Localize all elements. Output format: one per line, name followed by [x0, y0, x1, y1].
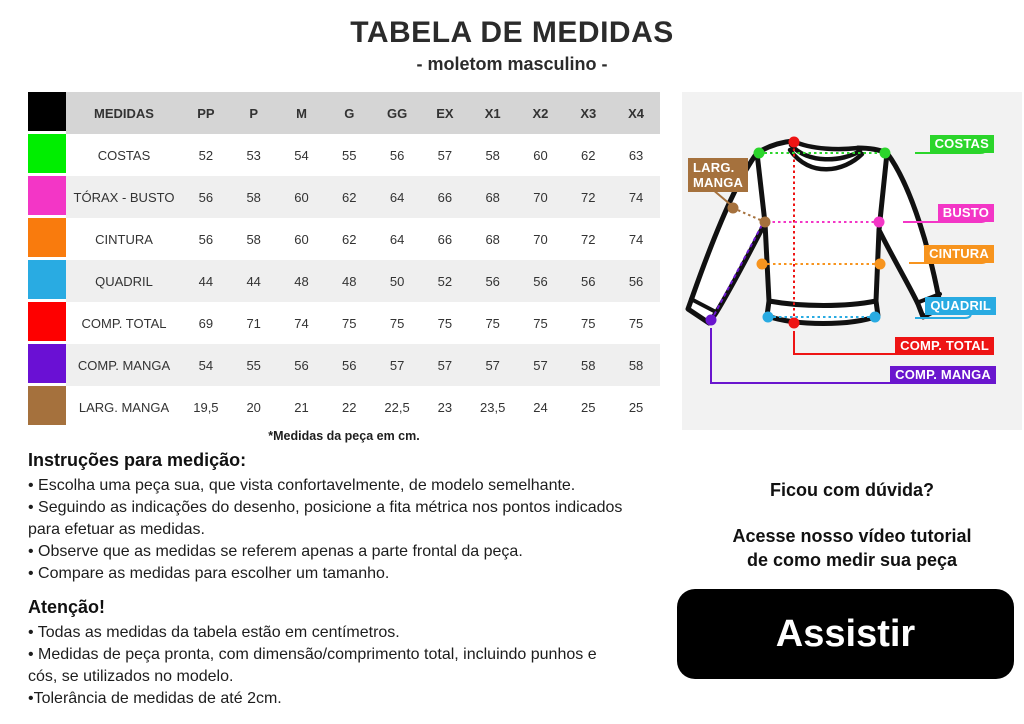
size-value: 68 [469, 176, 517, 218]
table-row-comp-total [28, 302, 660, 344]
instructions-heading: Instruções para medição: [28, 450, 247, 470]
size-value: 75 [581, 315, 596, 331]
label-larg-manga [688, 158, 748, 192]
size-value: 21 [294, 399, 309, 415]
size-value: 22 [342, 399, 357, 415]
size-value: 56 [564, 260, 612, 302]
table-row-comp-manga [28, 344, 660, 386]
size-value: 23 [437, 399, 453, 415]
size-value: 58 [485, 147, 500, 163]
size-value: 75 [533, 315, 548, 331]
color-swatch [28, 176, 66, 218]
size-col-header: X1 [469, 92, 517, 134]
size-value: 62 [325, 176, 373, 218]
help-cta-text [662, 524, 1024, 572]
size-value: 56 [389, 147, 405, 163]
row-label: COSTAS [97, 147, 151, 163]
row-label: QUADRIL [66, 260, 182, 302]
table-row-costas [28, 134, 660, 176]
size-value: 58 [230, 176, 278, 218]
attention-item: •Tolerância de medidas de até 2cm. [28, 690, 282, 707]
size-col-header: X4 [612, 92, 660, 134]
size-value: 56 [517, 260, 565, 302]
size-value: 57 [373, 344, 421, 386]
size-value: 69 [198, 315, 214, 331]
label-comp-manga: COMP. MANGA [890, 366, 996, 384]
size-value: 54 [294, 147, 309, 163]
size-value: 53 [246, 147, 261, 163]
size-value: 57 [421, 344, 469, 386]
label-cintura: CINTURA [924, 245, 994, 263]
size-value: 74 [294, 315, 309, 331]
size-value: 60 [278, 176, 326, 218]
attention-section [28, 597, 628, 710]
size-value: 74 [628, 231, 644, 247]
size-value: 58 [612, 344, 660, 386]
size-value: 62 [342, 231, 357, 247]
page-subtitle: - moletom masculino - [416, 54, 608, 74]
color-swatch-header [28, 92, 66, 134]
size-value: 20 [246, 399, 261, 415]
size-value: 64 [373, 176, 421, 218]
size-value: 58 [564, 344, 612, 386]
size-value: 74 [612, 176, 660, 218]
color-swatch [28, 218, 66, 260]
size-value: 19,5 [193, 399, 219, 415]
size-value: 70 [517, 176, 565, 218]
size-value: 24 [533, 399, 548, 415]
size-value: 57 [469, 344, 517, 386]
size-value: 58 [246, 231, 261, 247]
size-value: 48 [325, 260, 373, 302]
table-header-medidas: MEDIDAS [66, 92, 182, 134]
size-value: 23,5 [480, 399, 506, 415]
row-label: COMP. TOTAL [81, 315, 167, 331]
size-value: 57 [517, 344, 565, 386]
row-label: LARG. MANGA [78, 399, 170, 415]
size-value: 60 [533, 147, 548, 163]
size-value: 25 [628, 399, 644, 415]
size-value: 60 [294, 231, 309, 247]
size-value: 56 [198, 231, 214, 247]
help-question: Ficou com dúvida? [769, 480, 934, 500]
size-value: 52 [198, 147, 214, 163]
size-col-header: GG [373, 92, 421, 134]
watch-video-button[interactable]: Assistir [677, 589, 1014, 679]
size-value: 64 [389, 231, 405, 247]
instruction-item: • Escolha uma peça sua, que vista confortavelmente, de modelo semelhante. [28, 477, 576, 494]
size-value: 52 [421, 260, 469, 302]
size-value: 72 [564, 176, 612, 218]
size-col-header: P [230, 92, 278, 134]
size-value: 75 [485, 315, 500, 331]
size-value: 57 [437, 147, 453, 163]
label-costas: COSTAS [930, 135, 994, 153]
attention-heading: Atenção! [28, 597, 106, 617]
size-value: 66 [437, 231, 453, 247]
size-value: 25 [581, 399, 596, 415]
color-swatch [28, 134, 66, 176]
size-value: 75 [437, 315, 453, 331]
size-value: 62 [581, 147, 596, 163]
size-col-header: G [325, 92, 373, 134]
size-value: 72 [581, 231, 596, 247]
label-quadril: QUADRIL [925, 297, 996, 315]
table-unit-note: *Medidas da peça em cm. [268, 429, 420, 443]
row-label: CINTURA [95, 231, 153, 247]
color-swatch [28, 260, 66, 302]
instruction-item: • Observe que as medidas se referem apenas a parte frontal da peça. [28, 543, 523, 560]
size-value: 56 [182, 176, 230, 218]
instruction-item: • Compare as medidas para escolher um tamanho. [28, 565, 390, 582]
color-swatch [28, 386, 66, 428]
table-row-torax-busto [28, 176, 660, 218]
help-cta-line1: Acesse nosso vídeo tutorial [732, 526, 972, 546]
size-value: 71 [246, 315, 261, 331]
size-value: 22,5 [384, 399, 410, 415]
size-value: 75 [389, 315, 405, 331]
size-value: 44 [230, 260, 278, 302]
size-col-header: EX [421, 92, 469, 134]
size-table [28, 92, 660, 428]
label-larg-manga-line2: MANGA [693, 175, 744, 190]
size-value: 55 [230, 344, 278, 386]
size-value: 54 [182, 344, 230, 386]
size-value: 56 [469, 260, 517, 302]
size-value: 66 [421, 176, 469, 218]
size-value: 63 [628, 147, 644, 163]
table-row-larg-manga [28, 386, 660, 428]
table-row-cintura [28, 218, 660, 260]
size-value: 48 [278, 260, 326, 302]
measurement-diagram [682, 92, 1022, 430]
size-col-header: PP [182, 92, 230, 134]
table-header-row [28, 92, 660, 134]
size-col-header: X2 [517, 92, 565, 134]
size-value: 56 [325, 344, 373, 386]
size-value: 75 [628, 315, 644, 331]
instruction-item: • Seguindo as indicações do desenho, posicione a fita métrica nos pontos indicados para efetuar as medidas. [28, 499, 623, 538]
row-label: COMP. MANGA [66, 344, 182, 386]
attention-item: • Todas as medidas da tabela estão em centímetros. [28, 624, 400, 641]
size-value: 50 [373, 260, 421, 302]
size-col-header: X3 [564, 92, 612, 134]
help-cta-line2: de como medir sua peça [746, 550, 958, 570]
size-value: 55 [342, 147, 357, 163]
size-value: 75 [342, 315, 357, 331]
label-busto: BUSTO [938, 204, 994, 222]
row-label: TÓRAX - BUSTO [66, 176, 182, 218]
size-value: 70 [533, 231, 548, 247]
instructions-section [28, 450, 628, 585]
size-value: 44 [182, 260, 230, 302]
size-value: 56 [612, 260, 660, 302]
color-swatch [28, 344, 66, 386]
attention-item: • Medidas de peça pronta, com dimensão/comprimento total, incluindo punhos e cós, se utilizados no modelo. [28, 646, 597, 685]
size-col-header: M [278, 92, 326, 134]
color-swatch [28, 302, 66, 344]
label-larg-manga-line1: LARG. [693, 160, 735, 175]
page-title: TABELA DE MEDIDAS [350, 16, 674, 49]
table-row-quadril [28, 260, 660, 302]
size-value: 56 [278, 344, 326, 386]
size-value: 68 [485, 231, 500, 247]
label-comp-total: COMP. TOTAL [895, 337, 994, 355]
